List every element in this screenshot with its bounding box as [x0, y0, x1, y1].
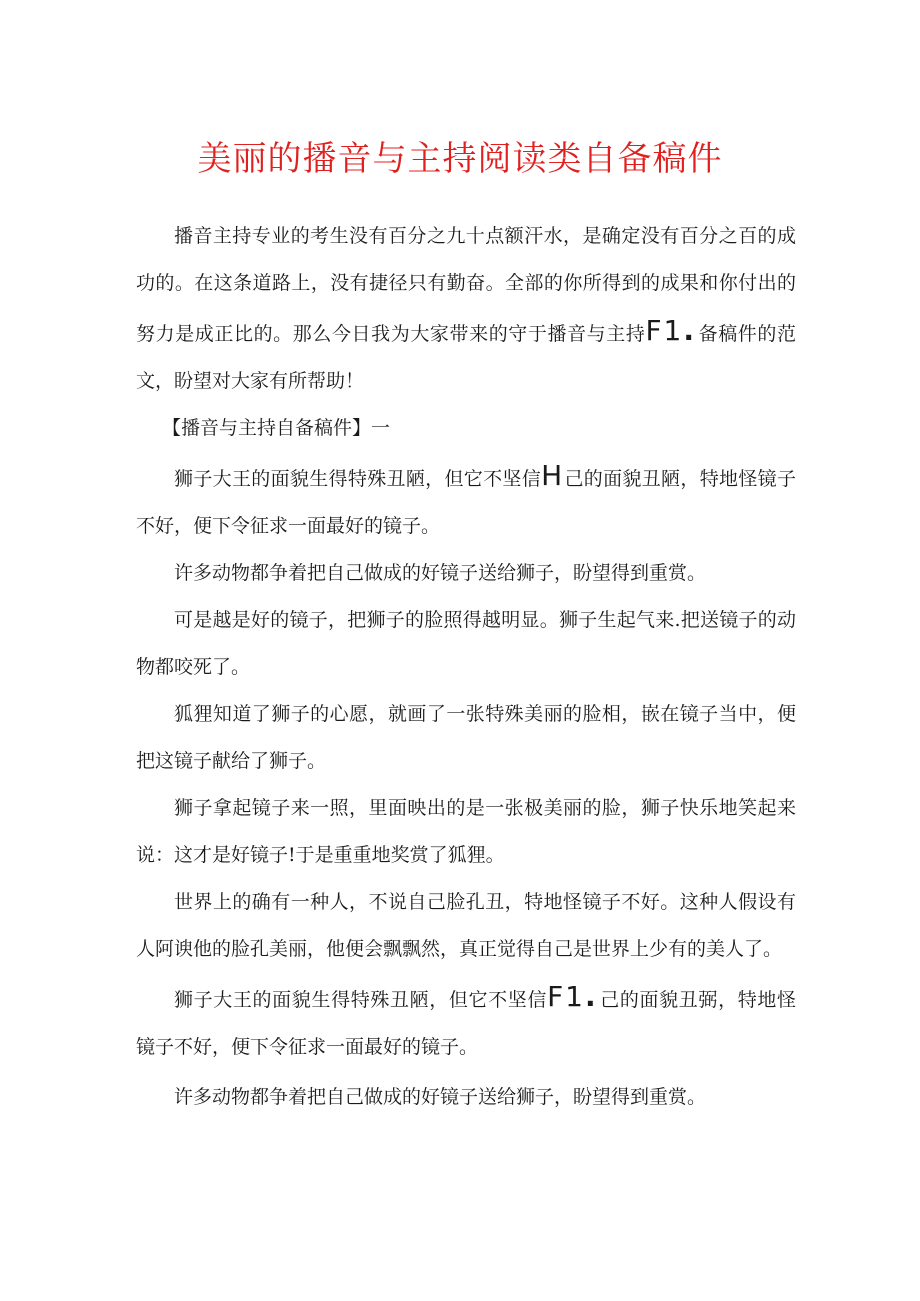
story-paragraph-1-start: 狮子大王的面貌生得特殊丑陋，但它不坚信: [174, 468, 542, 490]
story-paragraph-1-end: 己的面貌丑陋，特地怪镜子不好，便下令征求一面最好的镜子。: [136, 468, 796, 537]
story-paragraph-7-dot: .: [584, 980, 596, 1013]
story-paragraph-7-latin: F1: [547, 980, 585, 1013]
story-paragraph-6: 世界上的确有一种人，不说自己脸孔丑，特地怪镜子不好。这种人假设有人阿谀他的脸孔美丽，他便会飘飘然，真正觉得自己是世界上少有的美人了。: [136, 891, 796, 960]
story-paragraph-2: 许多动物都争着把自己做成的好镜子送给狮子，盼望得到重赏。: [174, 562, 707, 584]
story-paragraph-7: [136, 973, 796, 1071]
story-paragraph-7-start: 狮子大王的面貌生得特殊丑陋，但它不坚信: [174, 989, 548, 1011]
story-paragraph-1-latin: H: [541, 459, 565, 492]
intro-paragraph: [136, 213, 796, 405]
intro-latin: F1: [645, 314, 684, 347]
intro-text: 播音主持专业的考生没有百分之九十点额汗水，是确定没有百分之百的成功的。在这条道路上，没有捷径只有勤奋。全部的你所得到的成果和你付出的努力是成正比的。那么今日我为大家带来的守于播音与主持: [136, 225, 796, 345]
story-paragraph-3: 可是越是好的镜子，把狮子的脸照得越明显。狮子生起气来.把送镜子的动物都咬死了。: [136, 609, 796, 678]
story-paragraph-4: 狐狸知道了狮子的心愿，就画了一张特殊美丽的脸相，嵌在镜子当中，便把这镜子献给了狮子。: [136, 703, 796, 772]
document-body: [136, 213, 796, 1121]
story-paragraph-8: 许多动物都争着把自己做成的好镜子送给狮子，盼望得到重赏。: [174, 1086, 707, 1108]
document-title: 美丽的播音与主持阅读类自备稿件: [197, 139, 723, 179]
intro-latin-dot: .: [683, 314, 695, 347]
story-paragraph-5: 狮子拿起镜子来一照，里面映出的是一张极美丽的脸，狮子快乐地笑起来说：这才是好镜子!于是重重地奖赏了狐狸。: [136, 797, 796, 866]
intro-text-end: 备稿件的范文，盼望对大家有所帮助！: [136, 323, 796, 392]
section-heading: 【播音与主持自备稿件】一: [162, 417, 391, 439]
story-paragraph-7-end: 己的面貌丑弼，特地怪镜子不好，便下令征求一面最好的镜子。: [136, 989, 796, 1058]
story-paragraph-1: [136, 452, 796, 550]
